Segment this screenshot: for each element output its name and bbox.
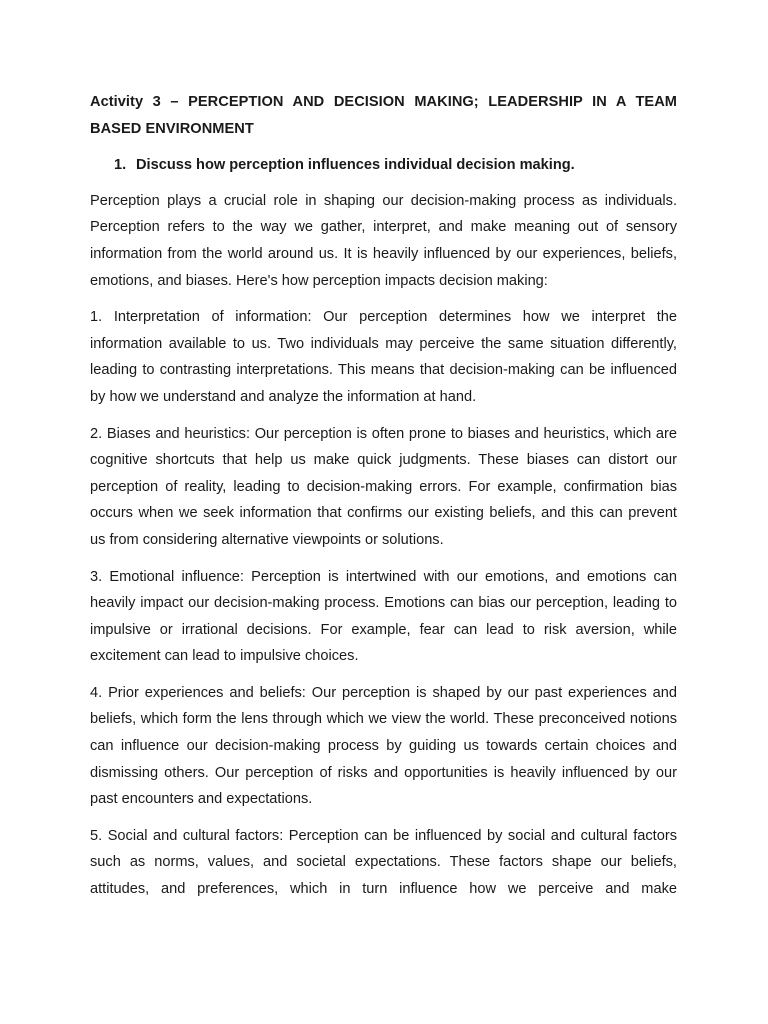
intro-paragraph: Perception plays a crucial role in shaping our decision-making process as individuals. Perception refers to the way we gather, interpret, and make meaning out of sensory information from the world around us. It is heavily influenced by our experiences, beliefs, emotions, and biases. Here's how perception impacts decision making: [90,192,677,289]
point-social-cultural-paragraph: 5. Social and cultural factors: Perception can be influenced by social and cultural factors such as norms, values, and societal expectations. These factors shape our beliefs, attitudes, and preferences, which in turn influence how we perceive and make [90,827,677,898]
question-text: Discuss how perception influences individual decision making. [136,157,575,174]
document-title: Activity 3 – PERCEPTION AND DECISION MAKING; LEADERSHIP IN A TEAM BASED ENVIRONMENT [90,94,677,137]
question-number: 1. [114,157,127,174]
question-heading [90,152,677,179]
point-biases-paragraph: 2. Biases and heuristics: Our perception is often prone to biases and heuristics, which are cognitive shortcuts that help us make quick judgments. These biases can distort our perception of reality, leading to decision-making errors. For example, confirmation bias occurs when we seek information that confirms our existing beliefs, and this can prevent us from considering alternative viewpoints or solutions. [90,425,677,548]
document-page [90,89,677,903]
point-interpretation-paragraph: 1. Interpretation of information: Our perception determines how we interpret the information available to us. Two individuals may perceive the same situation differently, leading to contrasting interpretations. This means that decision-making can be influenced by how we understand and analyze the information at hand. [90,309,677,405]
point-prior-experiences-paragraph: 4. Prior experiences and beliefs: Our perception is shaped by our past experiences and beliefs, which form the lens through which we view the world. These preconceived notions can influence our decision-making process by guiding us towards certain choices and dismissing others. Our perception of risks and opportunities is heavily influenced by our past encounters and expectations. [90,684,677,808]
point-emotional-paragraph: 3. Emotional influence: Perception is intertwined with our emotions, and emotions can heavily impact our decision-making process. Emotions can bias our perception, leading to impulsive or irrational decisions. For example, fear can lead to risk aversion, while excitement can lead to impulsive choices. [90,568,677,665]
